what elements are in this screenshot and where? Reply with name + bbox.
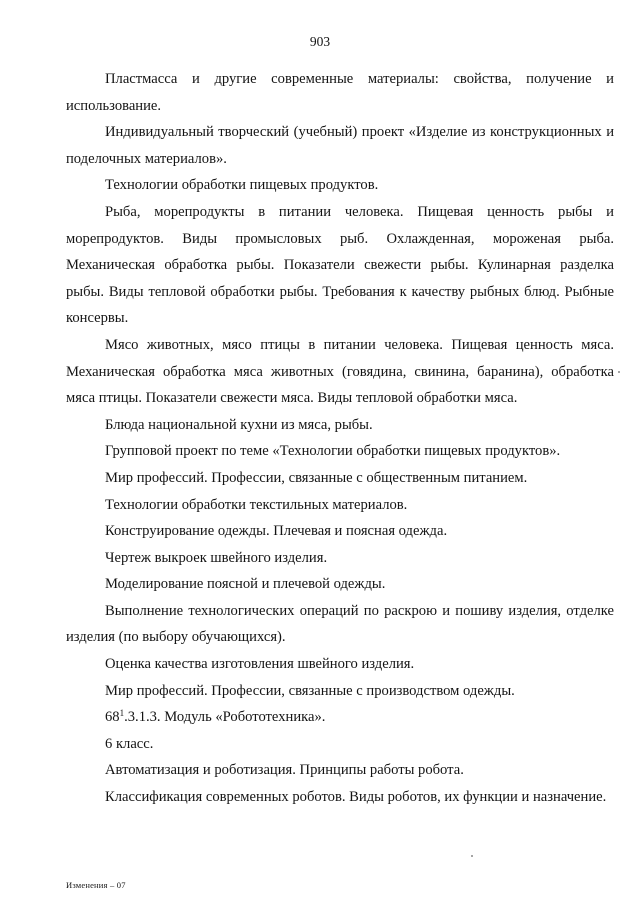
paragraph: Мир профессий. Профессии, связанные с производством одежды. [105, 682, 515, 699]
paragraph: Пластмасса и другие современные материалы: свойства, получение и использование. [66, 71, 614, 114]
section-title: .3.1.3. Модуль «Робототехника». [124, 709, 326, 726]
paragraph: Автоматизация и роботизация. Принципы работы робота. [105, 762, 464, 779]
footer-note: Изменения – 07 [66, 880, 126, 890]
paragraph: Индивидуальный творческий (учебный) проект «Изделие из конструкционных и поделочных материалов». [66, 124, 614, 167]
paragraph: Блюда национальной кухни из мяса, рыбы. [105, 416, 373, 433]
page-number: 903 [309, 34, 331, 49]
section-superscript: 1 [119, 708, 125, 719]
paragraph: Групповой проект по теме «Технологии обработки пищевых продуктов». [105, 443, 561, 460]
paragraph: Мясо животных, мясо птицы в питании человека. Пищевая ценность мяса. Механическая обработка мяса животных (говядина, свинина, баранина), обработка мяса птицы. Показатели свежести мяса. Виды тепловой обработки мяса. [66, 336, 614, 407]
section-number: 68 [105, 709, 120, 726]
body-text [66, 66, 614, 811]
paragraph: 6 класс. [105, 735, 154, 752]
scan-speck [618, 371, 620, 373]
paragraph: Классификация современных роботов. Виды роботов, их функции и назначение. [105, 789, 607, 806]
scan-speck [471, 855, 473, 857]
paragraph: Технологии обработки текстильных материалов. [105, 496, 408, 513]
paragraph: Конструирование одежды. Плечевая и поясная одежда. [105, 523, 448, 540]
paragraph: Чертеж выкроек швейного изделия. [105, 549, 328, 566]
paragraph: Оценка качества изготовления швейного изделия. [105, 656, 415, 673]
paragraph: Мир профессий. Профессии, связанные с общественным питанием. [105, 469, 528, 486]
paragraph: Рыба, морепродукты в питании человека. Пищевая ценность рыбы и морепродуктов. Виды промысловых рыб. Охлажденная, мороженая рыба. Механическая обработка рыбы. Показатели свежести рыбы. Кулинарная разделка рыбы. Виды тепловой обработки рыбы. Требования к качеству рыбных блюд. Рыбные консервы. [66, 203, 614, 327]
section-heading [66, 704, 614, 731]
paragraph: Технологии обработки пищевых продуктов. [105, 177, 379, 194]
paragraph: Моделирование поясной и плечевой одежды. [105, 576, 386, 593]
paragraph: Выполнение технологических операций по раскрою и пошиву изделия, отделке изделия (по выбору обучающихся). [66, 602, 614, 646]
